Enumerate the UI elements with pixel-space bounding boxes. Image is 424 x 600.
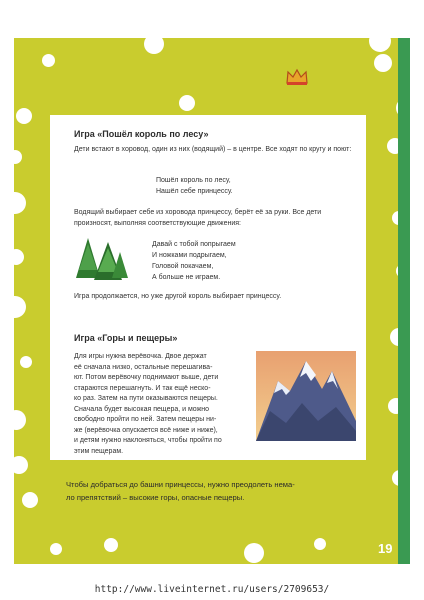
verse2-line4: А больше не играем. (152, 274, 221, 281)
verse2-line3: Головой покачаем, (152, 263, 214, 270)
closing-line: ло препятствий – высокие горы, опасные пещеры. (66, 493, 245, 502)
game2-line: же (верёвочка опускается всё ниже и ниже), (74, 426, 218, 434)
closing-text (66, 478, 366, 504)
game2-line: этим пещерам. (74, 447, 124, 455)
game2-line: ко раз. Затем на пути оказываются пещеры. (74, 395, 218, 402)
mountains-illustration (256, 351, 356, 441)
closing-line: Чтобы добраться до башни принцессы, нужно преодолеть нема- (66, 480, 295, 489)
game1-middle: Водящий выбирает себе из хоровода принцессу, берёт её за руки. Все дети произносят, выполняя соответствующие движения: (74, 209, 322, 227)
green-edge-tab (398, 38, 410, 564)
source-url[interactable]: http://www.liveinternet.ru/users/2709653/ (94, 584, 330, 595)
game2-title: Игра «Горы и пещеры» (74, 333, 178, 343)
game2-line: её сначала низко, остальные перешагива- (74, 363, 213, 371)
game2-line: Для игры нужна верёвочка. Двое держат (74, 353, 207, 360)
game2-line: свободно пройти по ней. Затем пещеры ни- (74, 416, 217, 423)
fir-trees-illustration (72, 236, 130, 282)
crown-icon (285, 68, 309, 86)
game2-line: стараются перешагнуть. И так ещё неско- (74, 384, 211, 392)
game1-title: Игра «Пошёл король по лесу» (74, 129, 209, 139)
game1-intro: Дети встают в хоровод, один из них (водящий) – в центре. Все ходят по кругу и поют: (74, 146, 352, 153)
verse1-line2: Нашёл себе принцессу. (156, 188, 233, 195)
game2-line: ют. Потом верёвочку поднимают выше, дети (74, 374, 219, 381)
verse2-line1: Давай с тобой попрыгаем (152, 241, 236, 248)
game2-line: и детям нужно наклоняться, чтобы пройти по (74, 437, 222, 444)
game2-line: Сначала будет высокая пещера, и можно (74, 405, 210, 413)
verse1-line1: Пошёл король по лесу, (156, 177, 231, 184)
page-number: 19 (378, 541, 393, 556)
game1-ending: Игра продолжается, но уже другой король выбирает принцессу. (74, 293, 282, 300)
verse2-line2: И ножками подрыгаем, (152, 252, 227, 259)
game2-text (74, 352, 252, 457)
